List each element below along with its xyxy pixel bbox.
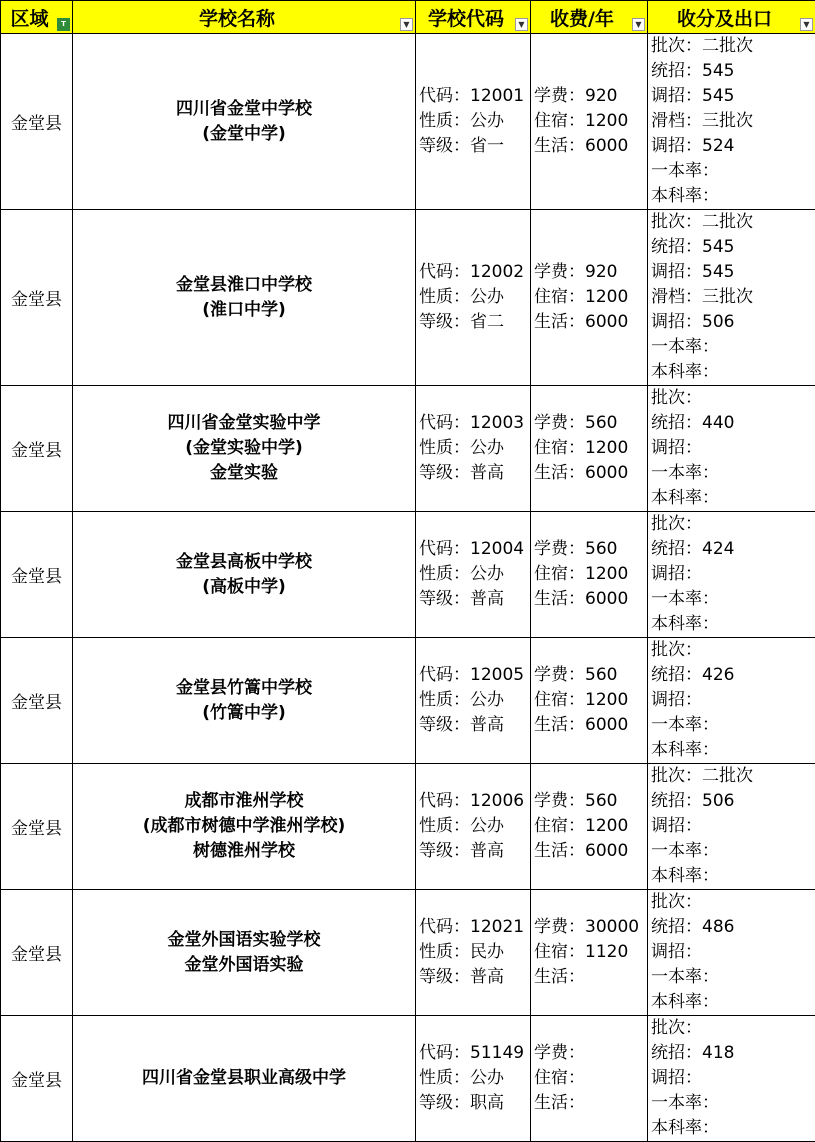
dropdown-arrow-icon[interactable]: ▼ (400, 18, 413, 31)
school-code-cell[interactable] (416, 764, 531, 890)
school-code-cell[interactable] (416, 210, 531, 386)
header-fees-label: 收费/年 (531, 4, 647, 31)
fee-line: 生活： (531, 1091, 647, 1116)
fee-line: 生活：6000 (531, 839, 647, 864)
score-cell[interactable] (648, 764, 815, 890)
header-school-label: 学校名称 (73, 4, 415, 31)
score-line: 批次： (648, 890, 815, 915)
fee-line: 生活：6000 (531, 587, 647, 612)
fee-line: 学费：560 (531, 663, 647, 688)
fee-line: 学费：920 (531, 260, 647, 285)
fee-line: 学费：560 (531, 789, 647, 814)
score-line: 统招：545 (648, 59, 815, 84)
table-row (1, 890, 815, 1016)
score-cell[interactable] (648, 890, 815, 1016)
fees-cell[interactable] (531, 1016, 648, 1142)
header-code-label: 学校代码 (416, 4, 530, 31)
score-line: 调招： (648, 1066, 815, 1091)
header-region-label: 区域 (1, 4, 72, 31)
score-line: 统招：545 (648, 235, 815, 260)
score-line: 滑档：三批次 (648, 109, 815, 134)
fee-line: 住宿： (531, 1066, 647, 1091)
fees-cell[interactable] (531, 512, 648, 638)
fee-line: 生活：6000 (531, 713, 647, 738)
table-row (1, 638, 815, 764)
fee-line: 住宿：1200 (531, 814, 647, 839)
school-name-cell[interactable] (73, 1016, 416, 1142)
school-code-cell[interactable] (416, 890, 531, 1016)
score-line: 统招：426 (648, 663, 815, 688)
school-name-line: (金堂实验中学) (73, 436, 415, 461)
code-info-line: 等级：普高 (416, 839, 530, 864)
fee-line: 学费： (531, 1041, 647, 1066)
fee-line: 住宿：1200 (531, 436, 647, 461)
score-line: 批次：二批次 (648, 34, 815, 59)
school-name-line: (淮口中学) (73, 298, 415, 323)
school-name-line: 金堂实验 (73, 461, 415, 486)
school-name-line: (成都市树德中学淮州学校) (73, 814, 415, 839)
fee-line: 生活：6000 (531, 461, 647, 486)
region-cell[interactable] (1, 386, 73, 512)
table-row (1, 386, 815, 512)
score-line: 一本率： (648, 335, 815, 360)
score-line: 调招：545 (648, 260, 815, 285)
code-info-line: 性质：公办 (416, 436, 530, 461)
table-row (1, 210, 815, 386)
fee-line: 住宿：1200 (531, 109, 647, 134)
score-line: 统招：424 (648, 537, 815, 562)
score-line: 一本率： (648, 461, 815, 486)
code-info-line: 等级：普高 (416, 587, 530, 612)
fee-line: 住宿：1120 (531, 940, 647, 965)
score-line: 批次： (648, 512, 815, 537)
score-line: 本科率： (648, 184, 815, 209)
code-info-line: 等级：普高 (416, 965, 530, 990)
dropdown-arrow-icon[interactable]: ▼ (632, 18, 645, 31)
table-row (1, 512, 815, 638)
code-info-line: 性质：公办 (416, 285, 530, 310)
region-cell[interactable] (1, 890, 73, 1016)
score-line: 调招： (648, 562, 815, 587)
fees-cell[interactable] (531, 386, 648, 512)
score-line: 本科率： (648, 738, 815, 763)
score-line: 滑档：三批次 (648, 285, 815, 310)
score-line: 批次：二批次 (648, 210, 815, 235)
score-line: 一本率： (648, 965, 815, 990)
dropdown-arrow-icon[interactable]: ▼ (515, 18, 528, 31)
table-row (1, 34, 815, 210)
region-text: 金堂县 (11, 567, 62, 587)
filter-active-icon[interactable]: T (57, 18, 70, 31)
score-line: 本科率： (648, 864, 815, 889)
header-score[interactable] (648, 1, 815, 34)
score-line: 本科率： (648, 990, 815, 1015)
school-name-cell[interactable] (73, 210, 416, 386)
school-name-line: 四川省金堂中学校 (73, 97, 415, 122)
school-code-cell[interactable] (416, 1016, 531, 1142)
school-name-line: (高板中学) (73, 575, 415, 600)
code-info-line: 性质：公办 (416, 814, 530, 839)
score-line: 统招：418 (648, 1041, 815, 1066)
school-name-cell[interactable] (73, 512, 416, 638)
fee-line: 生活：6000 (531, 310, 647, 335)
header-school[interactable] (73, 1, 416, 34)
header-region[interactable] (1, 1, 73, 34)
score-line: 调招： (648, 814, 815, 839)
region-text: 金堂县 (11, 441, 62, 461)
score-line: 本科率： (648, 486, 815, 511)
school-name-line: 树德淮州学校 (73, 839, 415, 864)
score-cell[interactable] (648, 1016, 815, 1142)
score-line: 调招：506 (648, 310, 815, 335)
code-info-line: 性质：公办 (416, 1066, 530, 1091)
school-name-line: (竹篙中学) (73, 701, 415, 726)
region-text: 金堂县 (11, 945, 62, 965)
school-name-cell[interactable] (73, 890, 416, 1016)
code-info-line: 代码：12002 (416, 260, 530, 285)
score-cell[interactable] (648, 386, 815, 512)
school-name-line: 金堂外国语实验 (73, 953, 415, 978)
fee-line: 生活：6000 (531, 134, 647, 159)
region-cell[interactable] (1, 1016, 73, 1142)
code-info-line: 性质：公办 (416, 109, 530, 134)
fees-cell[interactable] (531, 890, 648, 1016)
score-line: 批次： (648, 638, 815, 663)
score-cell[interactable] (648, 34, 815, 210)
code-info-line: 代码：12005 (416, 663, 530, 688)
score-cell[interactable] (648, 210, 815, 386)
score-cell[interactable] (648, 638, 815, 764)
score-line: 一本率： (648, 839, 815, 864)
header-fees[interactable] (531, 1, 648, 34)
fee-line: 住宿：1200 (531, 285, 647, 310)
school-name-cell[interactable] (73, 34, 416, 210)
fee-line: 学费：560 (531, 411, 647, 436)
code-info-line: 代码：12003 (416, 411, 530, 436)
header-code[interactable] (416, 1, 531, 34)
code-info-line: 性质：公办 (416, 562, 530, 587)
header-row (1, 1, 815, 34)
fees-cell[interactable] (531, 764, 648, 890)
score-line: 一本率： (648, 1091, 815, 1116)
score-line: 统招：506 (648, 789, 815, 814)
school-name-line: 金堂县淮口中学校 (73, 273, 415, 298)
code-info-line: 等级：职高 (416, 1091, 530, 1116)
score-line: 批次： (648, 386, 815, 411)
region-text: 金堂县 (11, 693, 62, 713)
fee-line: 学费：30000 (531, 915, 647, 940)
code-info-line: 等级：省二 (416, 310, 530, 335)
code-info-line: 代码：12006 (416, 789, 530, 814)
score-line: 批次：二批次 (648, 764, 815, 789)
header-score-label: 收分及出口 (648, 4, 815, 31)
region-cell[interactable] (1, 638, 73, 764)
score-line: 统招：440 (648, 411, 815, 436)
fee-line: 住宿：1200 (531, 688, 647, 713)
region-cell[interactable] (1, 210, 73, 386)
school-code-cell[interactable] (416, 512, 531, 638)
region-cell[interactable] (1, 34, 73, 210)
region-text: 金堂县 (11, 290, 62, 310)
code-info-line: 代码：12021 (416, 915, 530, 940)
code-info-line: 代码：12001 (416, 84, 530, 109)
table-body (1, 34, 815, 1142)
school-code-cell[interactable] (416, 386, 531, 512)
score-line: 调招：524 (648, 134, 815, 159)
score-cell[interactable] (648, 512, 815, 638)
code-info-line: 代码：51149 (416, 1041, 530, 1066)
region-text: 金堂县 (11, 1071, 62, 1091)
school-name-line: 四川省金堂县职业高级中学 (73, 1066, 415, 1091)
fees-cell[interactable] (531, 210, 648, 386)
school-name-cell[interactable] (73, 386, 416, 512)
fee-line: 住宿：1200 (531, 562, 647, 587)
school-name-cell[interactable] (73, 764, 416, 890)
score-line: 一本率： (648, 159, 815, 184)
score-line: 调招： (648, 940, 815, 965)
table-row (1, 764, 815, 890)
code-info-line: 等级：普高 (416, 713, 530, 738)
school-code-cell[interactable] (416, 34, 531, 210)
score-line: 调招： (648, 436, 815, 461)
school-name-line: (金堂中学) (73, 122, 415, 147)
region-cell[interactable] (1, 512, 73, 638)
school-name-line: 金堂外国语实验学校 (73, 928, 415, 953)
region-text: 金堂县 (11, 819, 62, 839)
code-info-line: 代码：12004 (416, 537, 530, 562)
region-text: 金堂县 (11, 114, 62, 134)
fee-line: 学费：560 (531, 537, 647, 562)
code-info-line: 等级：普高 (416, 461, 530, 486)
score-line: 调招： (648, 688, 815, 713)
code-info-line: 性质：民办 (416, 940, 530, 965)
table-row (1, 1016, 815, 1142)
school-name-cell[interactable] (73, 638, 416, 764)
fees-cell[interactable] (531, 34, 648, 210)
school-code-cell[interactable] (416, 638, 531, 764)
score-line: 一本率： (648, 713, 815, 738)
school-name-line: 四川省金堂实验中学 (73, 411, 415, 436)
score-line: 本科率： (648, 360, 815, 385)
score-line: 调招：545 (648, 84, 815, 109)
code-info-line: 性质：公办 (416, 688, 530, 713)
region-cell[interactable] (1, 764, 73, 890)
fees-cell[interactable] (531, 638, 648, 764)
score-line: 统招：486 (648, 915, 815, 940)
score-line: 一本率： (648, 587, 815, 612)
dropdown-arrow-icon[interactable]: ▼ (800, 18, 813, 31)
fee-line: 学费：920 (531, 84, 647, 109)
school-name-line: 金堂县竹篙中学校 (73, 676, 415, 701)
score-line: 本科率： (648, 612, 815, 637)
school-name-line: 金堂县高板中学校 (73, 550, 415, 575)
score-line: 本科率： (648, 1116, 815, 1141)
fee-line: 生活： (531, 965, 647, 990)
code-info-line: 等级：省一 (416, 134, 530, 159)
school-name-line: 成都市淮州学校 (73, 789, 415, 814)
score-line: 批次： (648, 1016, 815, 1041)
